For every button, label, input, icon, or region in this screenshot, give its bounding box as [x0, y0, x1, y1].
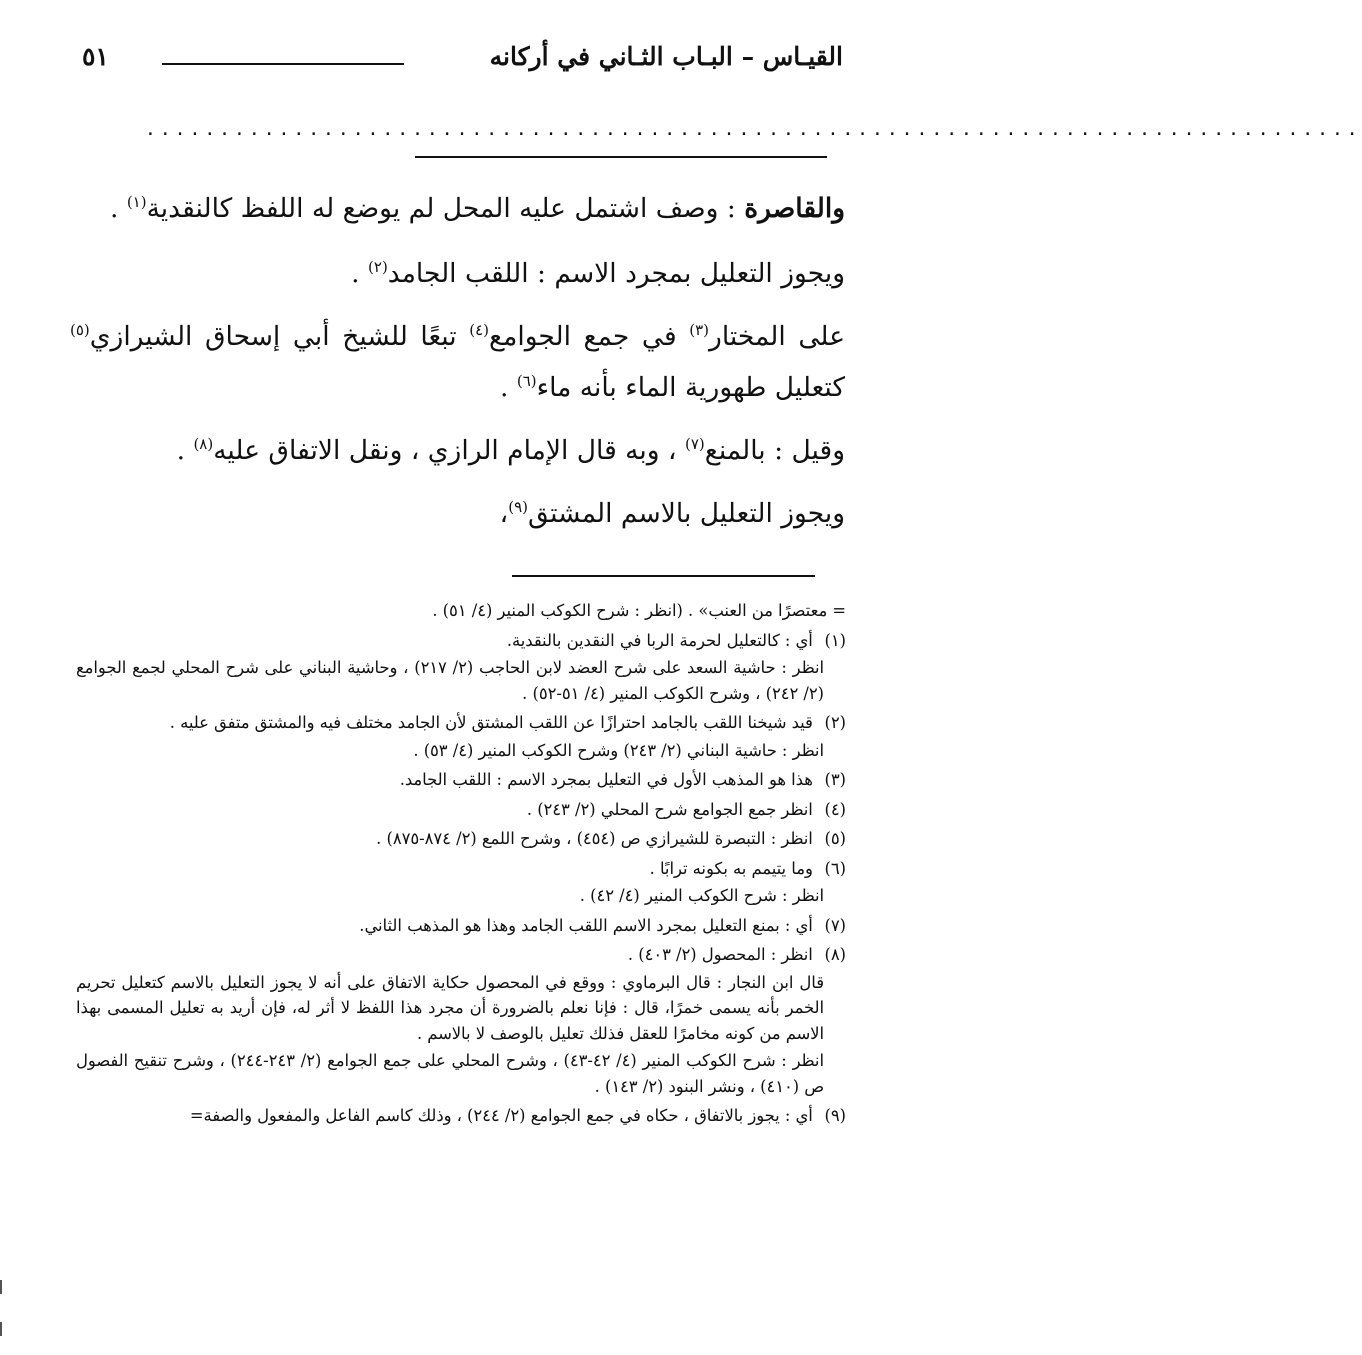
footnote-text: انظر جمع الجوامع شرح المحلي (٢/ ٢٤٣) . [526, 799, 813, 819]
footnote-number: (٧) [824, 915, 846, 935]
footnote-number: (٩) [824, 1106, 846, 1125]
footnote-marker: (٨) [193, 435, 214, 454]
footnote-number: (٦) [824, 858, 846, 878]
running-header-title: القيـاس – البـاب الثـاني في أركانه [489, 42, 843, 71]
dotted-separator: .................................................................................. [145, 119, 1362, 140]
paragraph-text: على المختار [709, 321, 846, 352]
paragraph-text: ويجوز التعليل بمجرد الاسم : اللقب الجامد [387, 258, 845, 289]
footnote-2-reference: انظر : حاشية البناني (٢/ ٢٤٣) وشرح الكوكب المنير (٤/ ٥٣) . [413, 740, 824, 760]
footnote-text: وما يتيمم به بكونه ترابًا . [649, 858, 813, 878]
footnote-marker: (٦) [516, 372, 537, 391]
footnote-marker: (٥) [70, 321, 90, 340]
footnote-text: انظر : التبصرة للشيرازي ص (٤٥٤) ، وشرح اللمع (٢/ ٨٧٤-٨٧٥) . [376, 829, 813, 848]
header-rule [162, 63, 404, 65]
footnote-number: (٤) [824, 799, 846, 819]
footnotes [76, 598, 846, 1133]
footnote-text: أي : بمنع التعليل بمجرد الاسم اللقب الجامد وهذا هو المذهب الثاني. [359, 915, 813, 935]
footnote-6 [76, 856, 846, 882]
footnote-marker: (٢) [368, 258, 388, 277]
footnote-6-reference: انظر : شرح الكوكب المنير (٤/ ٤٢) . [579, 886, 824, 905]
paragraph-text: وقيل : بالمنع [704, 435, 845, 466]
paragraph-text: كتعليل طهورية الماء بأنه ماء [536, 372, 845, 403]
footnote-8 [76, 942, 846, 968]
footnote-text: هذا هو المذهب الأول في التعليل بمجرد الاسم : اللقب الجامد. [399, 770, 813, 789]
footnote-number: (٥) [824, 829, 846, 848]
scan-edge-mark [0, 1322, 2, 1336]
footnote-number: (٢) [824, 713, 846, 732]
footnote-marker: (٤) [469, 321, 490, 340]
footnote-marker: (٧) [684, 435, 705, 454]
punctuation: . [109, 193, 127, 224]
footnote-9 [76, 1103, 846, 1129]
footnote-2 [76, 710, 846, 736]
paragraph-text: تبعًا للشيخ أبي إسحاق الشيرازي [89, 321, 470, 352]
footnote-separator [512, 575, 815, 577]
term-qasira: والقاصرة [744, 193, 845, 224]
footnote-marker: (٩) [508, 498, 528, 517]
footnote-marker: (١) [126, 193, 147, 212]
paragraph-man [70, 425, 845, 476]
footnote-1 [76, 628, 846, 654]
paragraph-text: ، وبه قال الإمام الرازي ، ونقل الاتفاق عليه [213, 435, 685, 466]
footnote-text: أي : يجوز بالاتفاق ، حكاه في جمع الجوامع (٢/ ٢٤٤) ، وذلك كاسم الفاعل والمفعول والصفة= [189, 1106, 813, 1125]
punctuation: . [351, 258, 369, 289]
punctuation: . [499, 372, 517, 403]
footnote-1-reference: انظر : حاشية السعد على شرح العضد لابن الحاجب (٢/ ٢١٧) ، وحاشية البناني على شرح المحلي لجمع الجوامع (٢/ ٢٤٢) ، وشرح الكوكب المنير (٤/ ٥١-٥٢) . [76, 658, 825, 703]
footnote-7 [76, 913, 846, 939]
scan-edge-mark [0, 1280, 2, 1294]
punctuation: ، [499, 498, 509, 529]
footnote-number: (٨) [824, 945, 846, 964]
main-text [70, 183, 845, 551]
footnote-3 [76, 767, 846, 793]
top-rule [415, 156, 827, 158]
footnote-continuation: = معتصرًا من العنب» . (انظر : شرح الكوكب المنير (٤/ ٥١) . [432, 601, 846, 620]
footnote-5 [76, 826, 846, 852]
paragraph-naming [70, 248, 845, 299]
footnote-number: (٣) [824, 770, 846, 789]
footnote-number: (١) [824, 630, 846, 650]
page-number: ٥١ [82, 42, 109, 71]
paragraph-text: ويجوز التعليل بالاسم المشتق [528, 498, 845, 529]
footnote-4 [76, 797, 846, 823]
footnote-marker: (٣) [689, 321, 710, 340]
paragraph-text: في جمع الجوامع [489, 321, 690, 352]
footnote-8-quote: قال ابن النجار : قال البرماوي : ووقع في المحصول حكاية الاتفاق على أنه لا يجوز التعليل بالاسم كتعليل تحريم الخمر بأنه يسمى خمرًا، قال : فإنا نعلم بالضرورة أن مجرد هذا اللفظ لا أثر له، فإن أريد به تعليل المسمى بهذا الاسم من كونه مخامرًا للعقل فذلك تعليل بالوصف لا بالاسم . [76, 972, 824, 1043]
paragraph-qasira [70, 183, 845, 234]
paragraph-mukhtar [70, 311, 845, 413]
footnote-text: قيد شيخنا اللقب بالجامد احترازًا عن اللقب المشتق لأن الجامد مختلف فيه والمشتق متفق عليه . [169, 713, 813, 732]
paragraph-text: : وصف اشتمل عليه المحل لم يوضع له اللفظ كالنقدية [146, 193, 745, 224]
punctuation: . [176, 435, 194, 466]
footnote-8-reference: انظر : شرح الكوكب المنير (٤/ ٤٢-٤٣) ، وشرح المحلي على جمع الجوامع (٢/ ٢٤٣-٢٤٤) ، وشرح تنقيح الفصول ص (٤١٠) ، ونشر البنود (٢/ ١٤٣) . [76, 1051, 824, 1096]
footnote-text: أي : كالتعليل لحرمة الربا في النقدين بالنقدية. [506, 630, 813, 650]
footnote-text: انظر : المحصول (٢/ ٤٠٣) . [627, 945, 813, 964]
paragraph-mushtaq [70, 488, 845, 539]
